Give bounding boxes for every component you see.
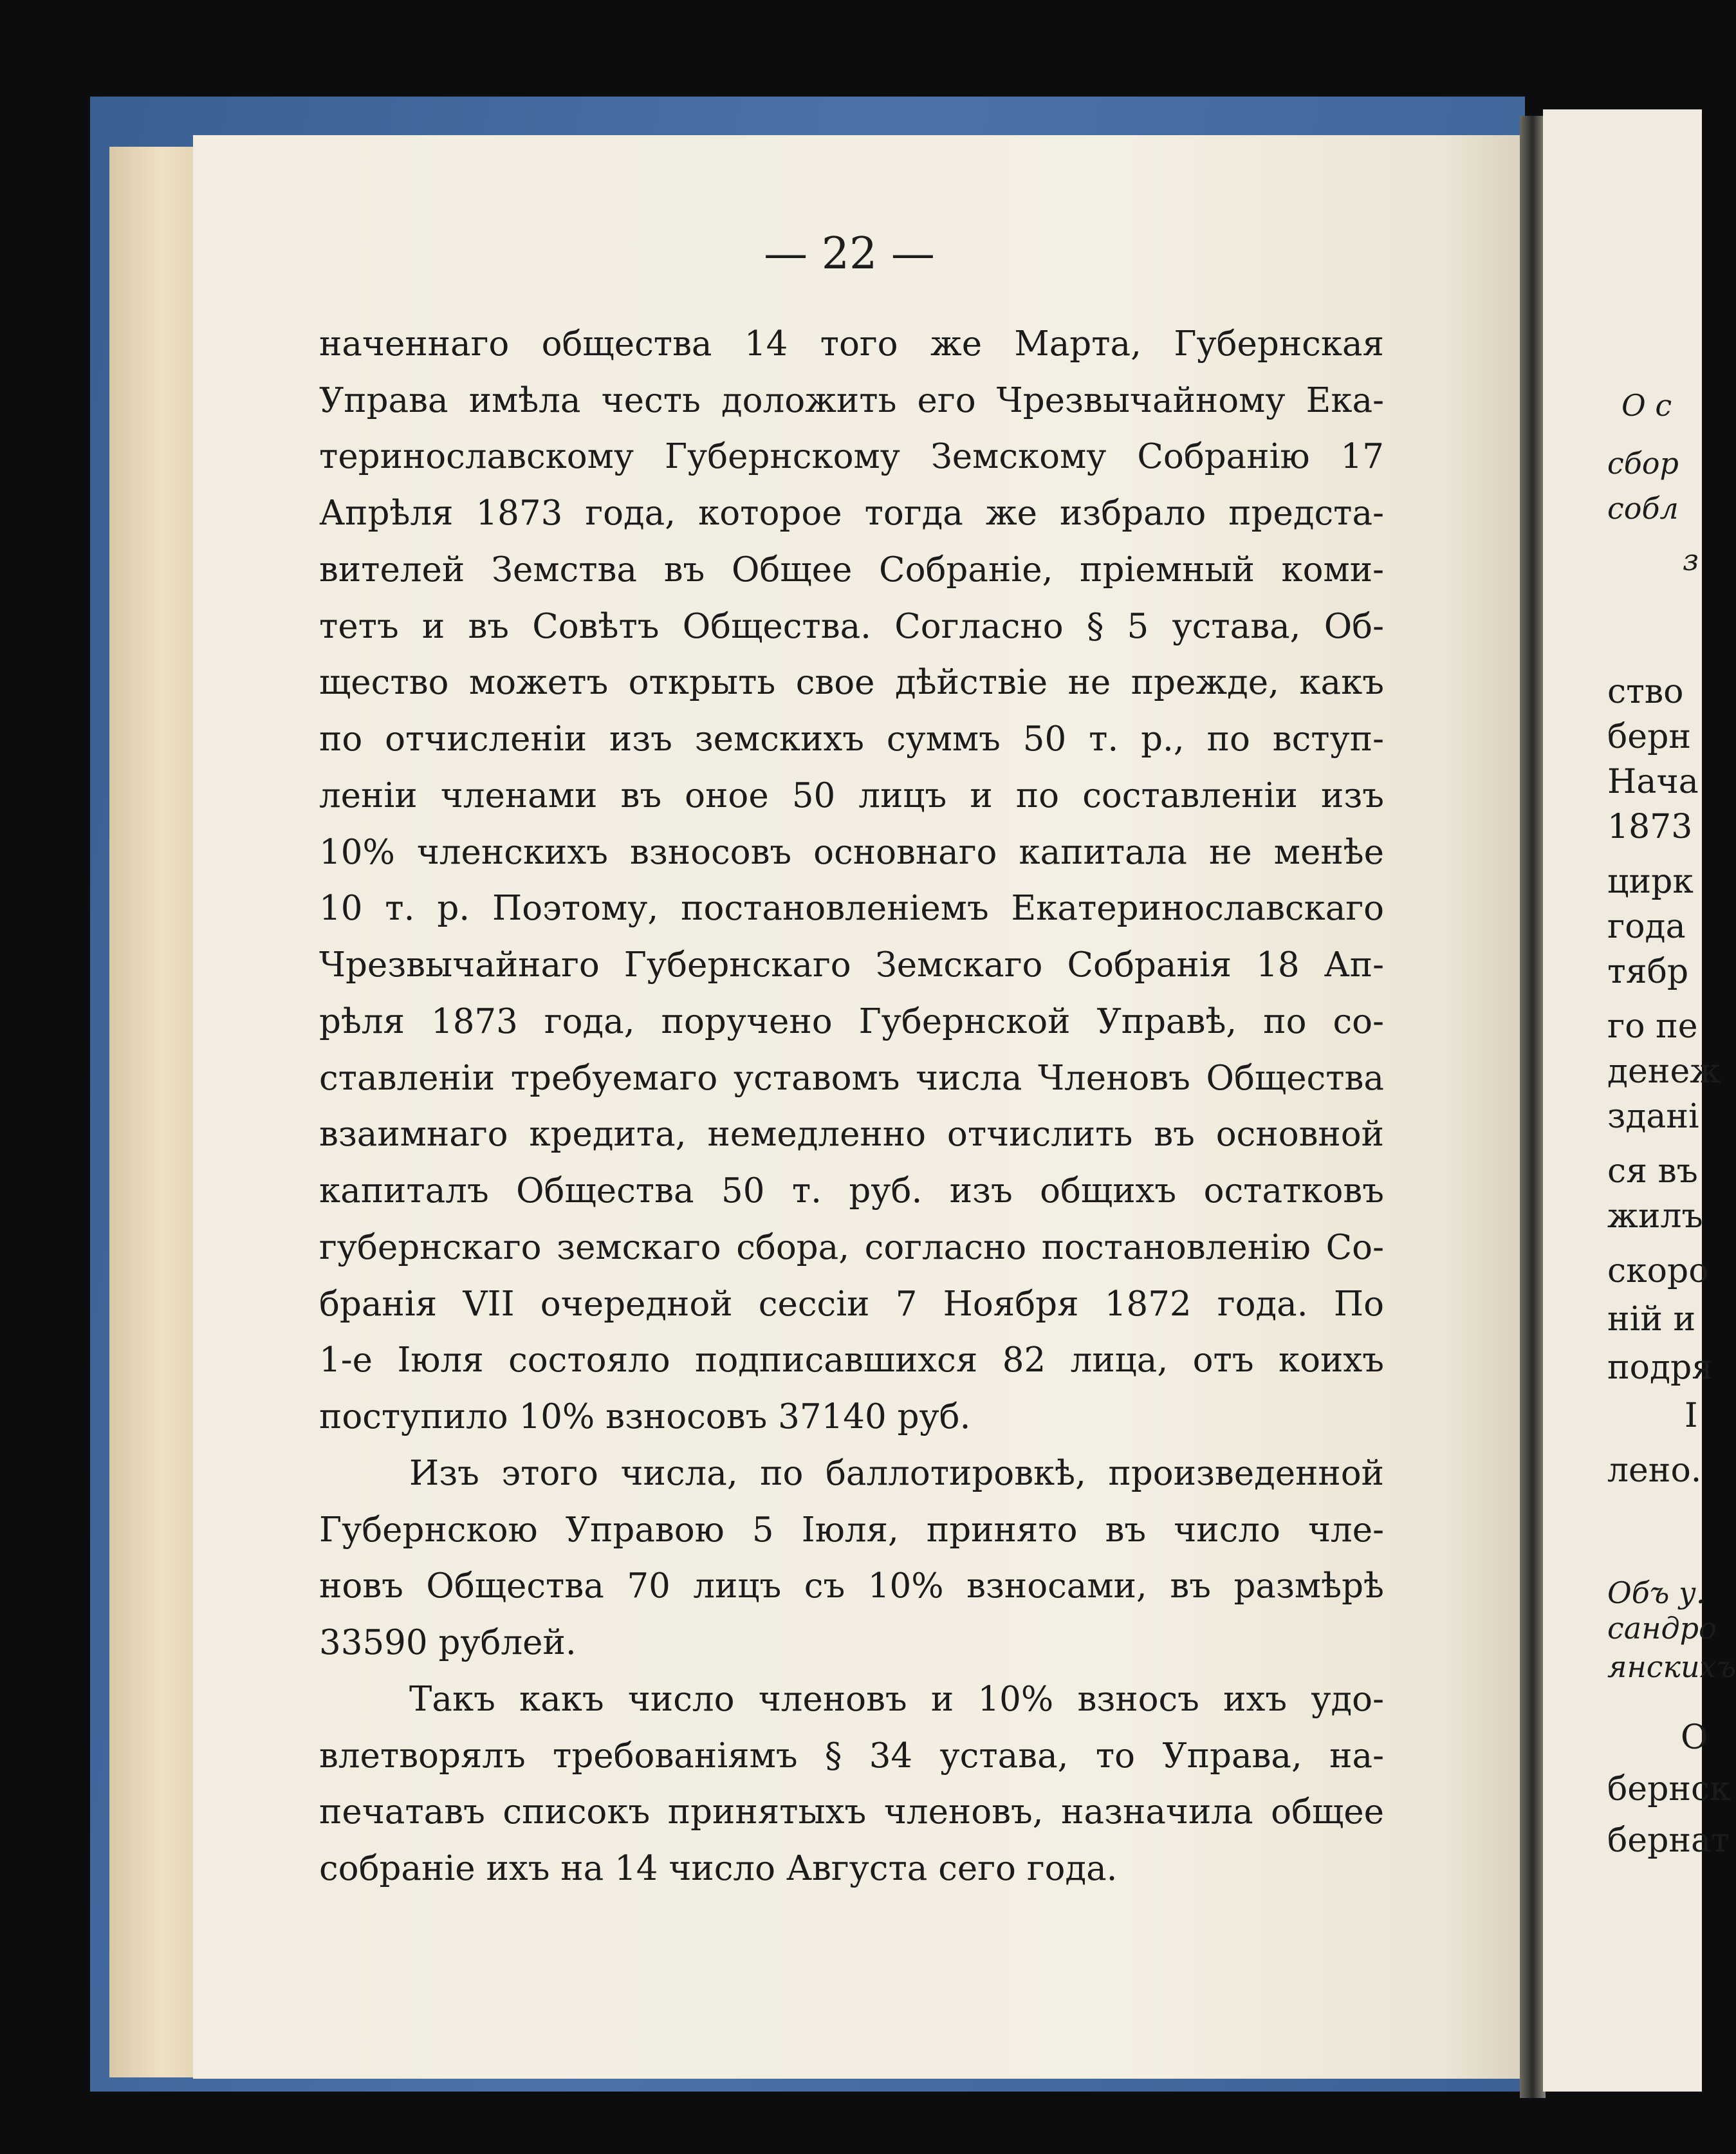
right-page-fragment: лено.	[1607, 1451, 1702, 1490]
text-line: Апрѣля 1873 года, которое тогда же избрало предста-	[319, 494, 1384, 533]
text-line: рѣля 1873 года, поручено Губернской Управѣ, по со-	[319, 1002, 1384, 1041]
right-page-fragment: тябр	[1607, 952, 1689, 991]
text-line: взаимнаго кредита, немедленно отчислить въ основной	[319, 1115, 1384, 1154]
text-line: Губернскою Управою 5 Іюля, принято въ число чле-	[319, 1510, 1384, 1550]
right-page-fragment: бернск	[1607, 1770, 1731, 1808]
right-page-fragment: бернат	[1607, 1821, 1730, 1860]
text-line: Чрезвычайнаго Губернскаго Земскаго Собранія 18 Ап-	[319, 945, 1384, 985]
left-page	[193, 135, 1525, 2079]
right-page-fragment: 1873	[1607, 808, 1693, 846]
right-page-fragment: года	[1607, 907, 1686, 946]
right-page-fragment: ство	[1607, 673, 1684, 711]
text-line: по отчисленіи изъ земскихъ суммъ 50 т. р., по вступ-	[319, 720, 1384, 759]
text-line: Управа имѣла честь доложить его Чрезвычайному Ека-	[319, 381, 1384, 420]
text-line: леніи членами въ оное 50 лицъ и по составленіи изъ	[319, 776, 1384, 815]
text-line: новъ Общества 70 лицъ съ 10% взносами, въ размѣрѣ	[319, 1566, 1384, 1606]
text-line: вителей Земства въ Общее Собраніе, пріемный коми-	[319, 550, 1384, 590]
right-page-fragment: Объ у.	[1607, 1575, 1706, 1610]
right-page-fragment: скоро	[1607, 1252, 1709, 1290]
text-line: Такъ какъ число членовъ и 10% взносъ ихъ удо-	[409, 1680, 1384, 1719]
text-line: ставленіи требуемаго уставомъ числа Членовъ Общества	[319, 1059, 1384, 1098]
right-page-fragment: сбор	[1607, 446, 1679, 481]
right-page-fragment: собл	[1607, 491, 1679, 526]
text-line: теринославскому Губернскому Земскому Собранію 17	[319, 437, 1384, 476]
right-page-fragment: подря	[1607, 1348, 1713, 1387]
page-stack-edge	[109, 147, 199, 2077]
right-page-fragment: янскихъ	[1607, 1649, 1736, 1684]
text-line: бранія VII очередной сессіи 7 Ноября 1872 года. По	[319, 1285, 1384, 1324]
text-line: губернскаго земскаго сбора, согласно постановленію Со-	[319, 1228, 1384, 1267]
text-line: капиталъ Общества 50 т. руб. изъ общихъ остатковъ	[319, 1171, 1384, 1211]
right-page-fragment: I	[1685, 1397, 1698, 1435]
text-line: Изъ этого числа, по баллотировкѣ, произведенной	[409, 1454, 1384, 1493]
right-page-fragment: ся въ	[1607, 1152, 1698, 1191]
right-page-fragment: Нача	[1607, 763, 1699, 801]
right-page-fragment: О	[1681, 1718, 1708, 1757]
right-page-fragment: го пе	[1607, 1007, 1698, 1046]
right-page-fragment: берн	[1607, 718, 1692, 756]
right-page-fragment: денеж	[1607, 1052, 1721, 1091]
right-page-fragment: з	[1683, 543, 1699, 577]
right-page-fragment: сандро	[1607, 1611, 1717, 1646]
text-line: 10% членскихъ взносовъ основнаго капитала не менѣе	[319, 833, 1384, 872]
text-line: печатавъ списокъ принятыхъ членовъ, назначила общее	[319, 1792, 1384, 1832]
book-gutter	[1520, 116, 1546, 2098]
text-line: тетъ и въ Совѣтъ Общества. Согласно § 5 устава, Об-	[319, 607, 1384, 646]
text-line: наченнаго общества 14 того же Марта, Губернская	[319, 324, 1384, 364]
text-line: щество можетъ открыть свое дѣйствіе не прежде, какъ	[319, 663, 1384, 702]
text-line: собраніе ихъ на 14 число Августа сего года.	[319, 1849, 1118, 1888]
text-line: влетворялъ требованіямъ § 34 устава, то Управа, на-	[319, 1736, 1384, 1776]
right-page-fragment: жилъ	[1607, 1197, 1703, 1236]
text-line: 1-е Іюля состояло подписавшихся 82 лица, отъ коихъ	[319, 1341, 1384, 1380]
right-page-fragment: О с	[1621, 388, 1672, 423]
text-line: 33590 рублей.	[319, 1623, 577, 1662]
text-line: поступило 10% взносовъ 37140 руб.	[319, 1397, 971, 1436]
text-line: 10 т. р. Поэтому, постановленіемъ Екатеринославскаго	[319, 889, 1384, 928]
right-page-fragment: здані	[1607, 1097, 1699, 1136]
page-number: — 22 —	[764, 228, 935, 279]
right-page-fragment: ній и	[1607, 1300, 1696, 1339]
right-page-fragment: цирк	[1607, 862, 1694, 901]
